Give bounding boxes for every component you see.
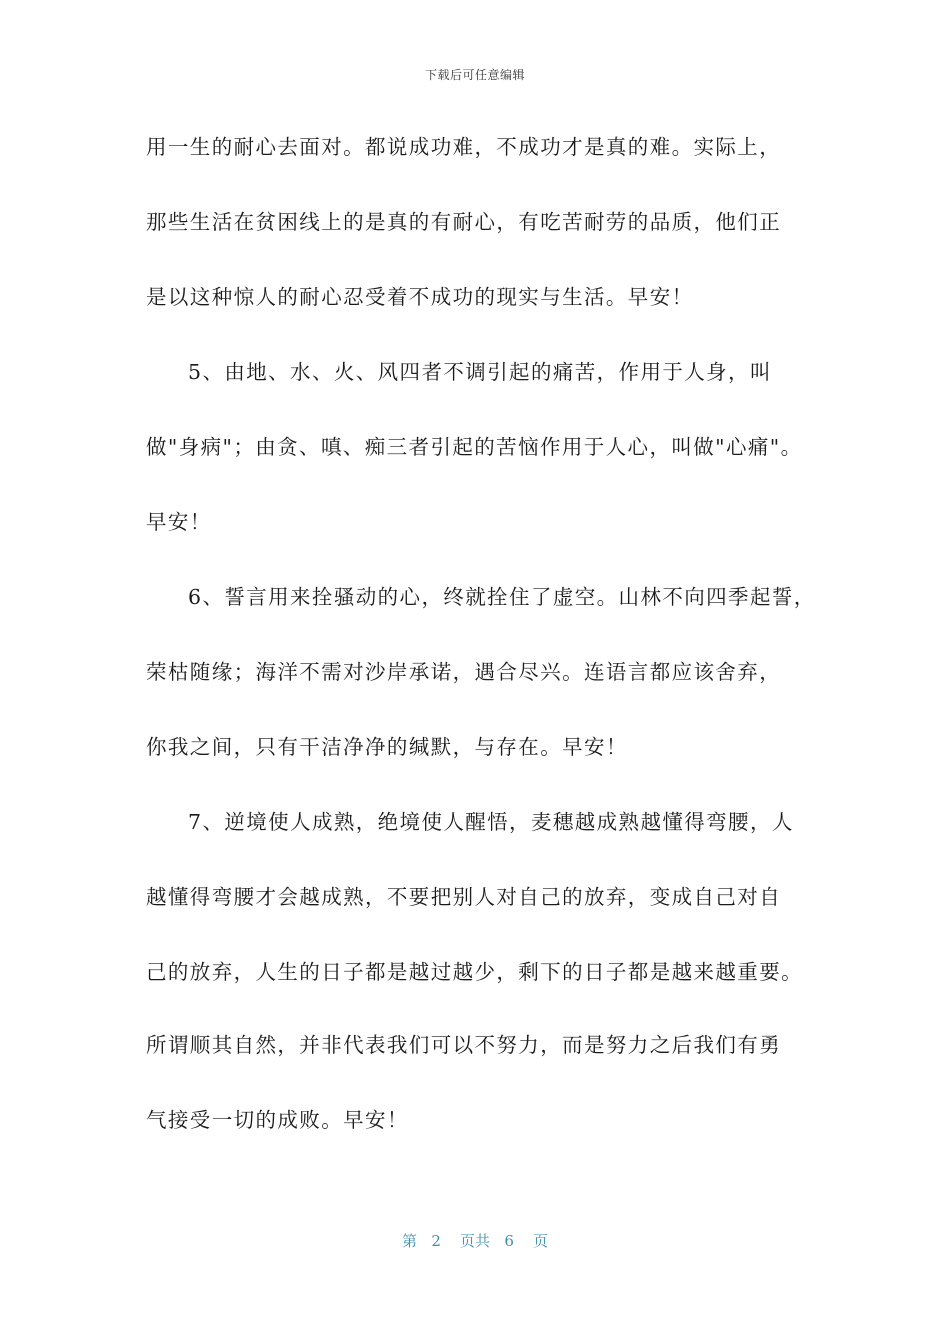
- current-page-number: 2: [431, 1232, 441, 1250]
- total-page-count: 6: [504, 1232, 514, 1250]
- footer-middle: 页共: [459, 1232, 490, 1250]
- body-line: 早安！: [146, 510, 212, 534]
- body-line: 做"身病"；由贪、嗔、痴三者引起的苦恼作用于人心，叫做"心痛"。: [146, 435, 803, 459]
- body-line: 荣枯随缘；海洋不需对沙岸承诺，遇合尽兴。连语言都应该舍弃，: [146, 660, 782, 684]
- body-line: 那些生活在贫困线上的是真的有耐心，有吃苦耐劳的品质，他们正: [146, 210, 782, 234]
- body-line: 所谓顺其自然，并非代表我们可以不努力，而是努力之后我们有勇: [146, 1033, 782, 1057]
- body-line: 气接受一切的成败。早安！: [146, 1108, 409, 1132]
- paragraph-start-line: 6、誓言用来拴骚动的心，终就拴住了虚空。山林不向四季起誓，: [188, 585, 816, 609]
- body-line: 你我之间，只有干洁净净的缄默，与存在。早安！: [146, 735, 628, 759]
- footer-suffix: 页: [532, 1232, 548, 1250]
- paragraph-start-line: 5、由地、水、火、风四者不调引起的痛苦，作用于人身，叫: [188, 360, 772, 384]
- body-line: 用一生的耐心去面对。都说成功难，不成功才是真的难。实际上，: [146, 135, 782, 159]
- page-header: 下载后可任意编辑: [424, 68, 525, 82]
- body-line: 是以这种惊人的耐心忍受着不成功的现实与生活。早安！: [146, 285, 694, 309]
- body-line: 越懂得弯腰才会越成熟，不要把别人对自己的放弃，变成自己对自: [146, 885, 782, 909]
- footer-prefix: 第: [402, 1232, 418, 1250]
- paragraph-start-line: 7、逆境使人成熟，绝境使人醒悟，麦穗越成熟越懂得弯腰，人: [188, 810, 794, 834]
- page-footer: [0, 1230, 950, 1251]
- body-line: 己的放弃，人生的日子都是越过越少，剩下的日子都是越来越重要。: [146, 960, 803, 984]
